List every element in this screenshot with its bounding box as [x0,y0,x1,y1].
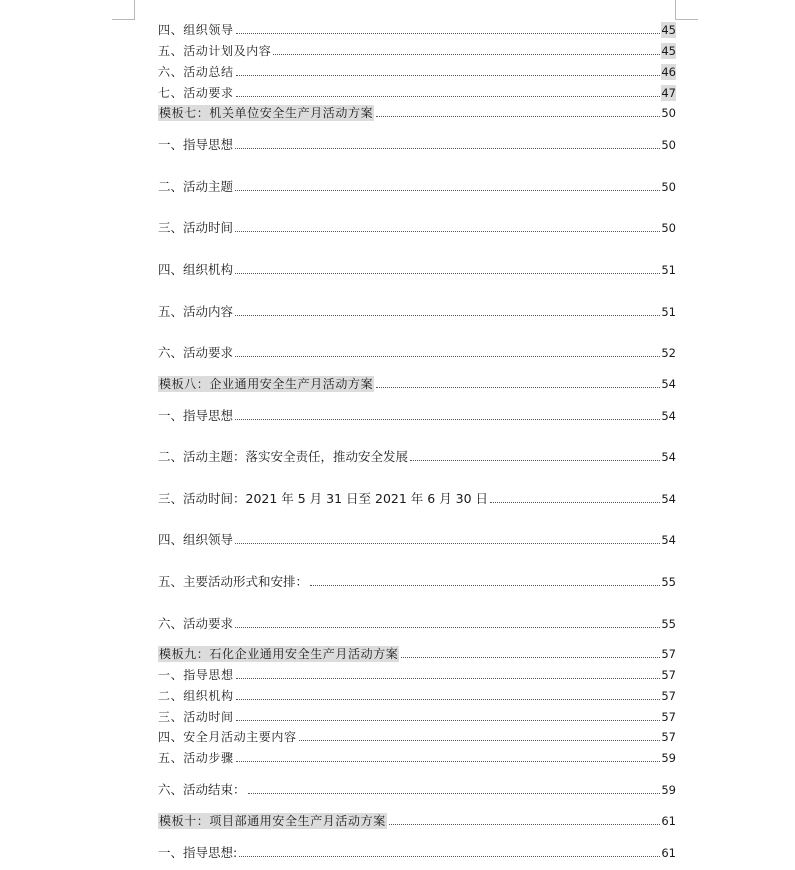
toc-entry-title: 四、组织机构 [158,262,234,277]
toc-page-number: 61 [661,846,676,860]
toc-page-number: 57 [661,647,676,661]
crop-mark-top-left-horizontal [112,19,135,20]
toc-dot-leader [235,189,660,191]
toc-dot-leader [236,32,661,34]
toc-entry[interactable] [158,667,676,683]
toc-entry[interactable] [158,782,676,798]
toc-page-number: 54 [661,377,676,391]
toc-entry-title: 五、活动步骤 [158,751,234,765]
toc-page-number: 54 [661,450,676,464]
toc-heading-entry[interactable] [158,646,676,662]
toc-dot-leader [401,656,660,658]
toc-entry-title: 六、活动结束： [158,782,246,797]
toc-page-number: 50 [661,106,676,120]
toc-entry[interactable] [158,449,676,465]
toc-entry-title: 一、指导思想 [158,668,234,682]
toc-dot-leader [236,698,661,700]
toc-page-number: 45 [661,23,676,37]
toc-entry-title: 一、指导思想 [158,408,234,423]
toc-page-number: 55 [661,575,676,589]
toc-entry[interactable] [158,532,676,548]
toc-entry-title: 六、活动要求 [158,616,234,631]
toc-entry[interactable] [158,574,676,590]
toc-entry-title: 二、活动主题：落实安全责任，推动安全发展 [158,449,409,464]
toc-page-number: 57 [661,730,676,744]
toc-dot-leader [236,677,661,679]
toc-page-number: 57 [661,710,676,724]
toc-page-number: 59 [661,783,676,797]
toc-entry[interactable] [158,616,676,632]
toc-entry-title: 模板七：机关单位安全生产月活动方案 [159,106,374,120]
toc-dot-leader [235,355,660,357]
toc-dot-leader [299,739,661,741]
toc-page-number: 52 [661,346,676,360]
toc-entry-title: 模板十：项目部通用安全生产月活动方案 [159,814,386,828]
toc-entry[interactable] [158,491,676,507]
toc-page-number: 50 [661,138,676,152]
toc-entry-title: 六、活动要求 [158,345,234,360]
toc-page-number: 54 [661,409,676,423]
toc-entry-title: 模板九：石化企业通用安全生产月活动方案 [159,647,399,661]
toc-page-number: 45 [661,44,676,58]
toc-entry[interactable] [158,22,676,38]
toc-dot-leader [236,95,661,97]
toc-entry[interactable] [158,220,676,236]
toc-entry[interactable] [158,729,676,745]
toc-page-number: 54 [661,533,676,547]
toc-page-number: 51 [661,263,676,277]
toc-dot-leader [310,584,660,586]
toc-page-number: 57 [661,668,676,682]
toc-dot-leader [490,501,660,503]
toc-dot-leader [235,626,660,628]
toc-entry-title: 二、活动主题 [158,179,234,194]
toc-entry-title: 五、活动内容 [158,304,234,319]
toc-page-number: 59 [661,751,676,765]
toc-entry-title: 三、活动时间 [158,220,234,235]
toc-dot-leader [236,760,661,762]
crop-mark-top-right-horizontal [675,19,698,20]
toc-entry[interactable] [158,688,676,704]
toc-page-number: 54 [661,492,676,506]
toc-heading-entry[interactable] [158,105,676,121]
toc-dot-leader [235,542,660,544]
toc-page-number: 61 [661,814,676,828]
crop-mark-top-left-vertical [134,0,135,20]
toc-entry[interactable] [158,262,676,278]
toc-entry[interactable] [158,64,676,80]
toc-dot-leader [248,792,661,794]
toc-entry[interactable] [158,85,676,101]
toc-dot-leader [235,272,660,274]
toc-entry-title: 六、活动总结 [158,65,234,79]
toc-dot-leader [236,74,661,76]
toc-entry-title: 四、安全月活动主要内容 [158,730,297,744]
toc-entry[interactable] [158,750,676,766]
toc-entry-title: 二、组织机构 [158,689,234,703]
toc-entry-title: 三、活动时间：2021 年 5 月 31 日至 2021 年 6 月 30 日 [158,491,489,506]
toc-entry-title: 七、活动要求 [158,86,234,100]
toc-entry-title: 一、指导思想 [158,137,234,152]
toc-dot-leader [235,147,660,149]
toc-entry-title: 五、活动计划及内容 [158,44,272,58]
toc-dot-leader [235,314,660,316]
toc-dot-leader [273,53,660,55]
toc-entry[interactable] [158,345,676,361]
toc-entry[interactable] [158,408,676,424]
toc-entry-title: 五、主要活动形式和安排： [158,574,309,589]
toc-page-number: 55 [661,617,676,631]
toc-entry-title: 四、组织领导 [158,23,234,37]
toc-entry[interactable] [158,845,676,861]
toc-dot-leader [235,418,660,420]
toc-dot-leader [236,719,661,721]
toc-entry-title: 四、组织领导 [158,532,234,547]
toc-entry[interactable] [158,304,676,320]
toc-dot-leader [239,855,660,857]
toc-entry-title: 一、指导思想: [158,845,238,860]
toc-dot-leader [235,230,660,232]
toc-entry-title: 三、活动时间 [158,710,234,724]
toc-heading-entry[interactable] [158,376,676,392]
toc-heading-entry[interactable] [158,813,676,829]
toc-page-number: 50 [661,180,676,194]
toc-dot-leader [410,459,660,461]
toc-page-number: 47 [661,86,676,100]
toc-dot-leader [376,386,660,388]
toc-page-number: 57 [661,689,676,703]
toc-dot-leader [376,115,660,117]
toc-entry[interactable] [158,179,676,195]
toc-entry[interactable] [158,137,676,153]
toc-dot-leader [389,823,661,825]
crop-mark-top-right-vertical [675,0,676,20]
toc-page-number: 50 [661,221,676,235]
toc-entry[interactable] [158,43,676,59]
toc-page-number: 46 [661,65,676,79]
toc-entry-title: 模板八：企业通用安全生产月活动方案 [159,377,374,391]
toc-page-number: 51 [661,305,676,319]
toc-entry[interactable] [158,709,676,725]
